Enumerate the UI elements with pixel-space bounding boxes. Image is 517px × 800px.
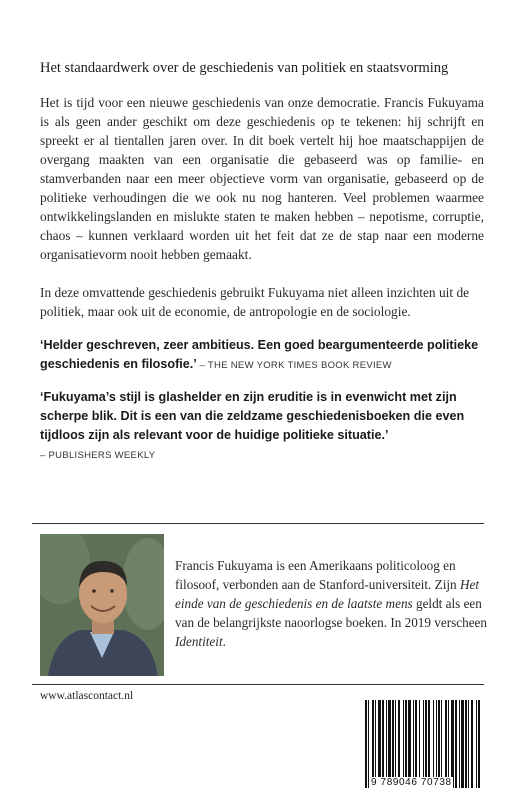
barcode-bar bbox=[415, 700, 417, 788]
barcode-bar bbox=[365, 700, 367, 788]
isbn-number: 9 789046 70738 bbox=[371, 777, 452, 788]
review-quote-publishers-weekly bbox=[40, 388, 490, 465]
barcode-bar bbox=[423, 700, 424, 788]
barcode-bar bbox=[388, 700, 391, 788]
barcode-bar bbox=[471, 700, 473, 788]
barcode-bar bbox=[445, 700, 447, 788]
review-quote-nyt bbox=[40, 336, 490, 375]
barcode-bar bbox=[468, 700, 469, 788]
barcode-bar bbox=[382, 700, 384, 788]
barcode-bar bbox=[465, 700, 467, 788]
barcode-bar bbox=[408, 700, 411, 788]
divider-bottom bbox=[32, 684, 484, 685]
barcode-bar bbox=[428, 700, 430, 788]
barcode-bar bbox=[441, 700, 442, 788]
barcode-bar bbox=[413, 700, 414, 788]
author-photo bbox=[40, 534, 164, 676]
barcode-bar bbox=[405, 700, 407, 788]
book-title: Het einde van de geschiedenis en de laatste mens bbox=[175, 577, 479, 611]
author-portrait-image bbox=[40, 534, 164, 676]
tagline: Het standaardwerk over de geschiedenis van politiek en staatsvorming bbox=[40, 60, 449, 76]
barcode-bar bbox=[425, 700, 427, 788]
barcode-bar bbox=[392, 700, 394, 788]
barcode-bar bbox=[386, 700, 387, 788]
author-bio: Francis Fukuyama is een Amerikaans politicoloog en filosoof, verbonden aan de Stanford-universiteit. Zijn Het einde van de geschiedenis en de laatste mens geldt als een van de belangrijkste naoorlogse boeken. In 2019 verscheen Identiteit. bbox=[175, 558, 487, 649]
quote-source: – PUBLISHERS WEEKLY bbox=[40, 450, 156, 461]
barcode-bar bbox=[448, 700, 449, 788]
divider-top bbox=[32, 523, 484, 524]
barcode-bar bbox=[455, 700, 457, 788]
barcode-bar bbox=[438, 700, 440, 788]
barcode-bar bbox=[451, 700, 454, 788]
barcode-bar bbox=[436, 700, 437, 788]
publisher-website[interactable]: www.atlascontact.nl bbox=[40, 690, 134, 702]
barcode-bar bbox=[378, 700, 381, 788]
barcode-bar bbox=[478, 700, 480, 788]
quote-text: ‘Fukuyama’s stijl is glashelder en zijn eruditie is in evenwicht met zijn scherpe blik. Dit is een van die zeldzame geschiedenisboeken die even tijdloos zijn als relevant voor de huidige politieke situatie.’ bbox=[40, 390, 465, 442]
book-title: Identiteit bbox=[175, 634, 223, 649]
barcode-bar bbox=[403, 700, 404, 788]
barcode-bar bbox=[459, 700, 460, 788]
quote-text: ‘Helder geschreven, zeer ambitieus. Een goed beargumenteerde politieke geschiedenis en filosofie.’ bbox=[40, 338, 479, 371]
quote-source: – THE NEW YORK TIMES BOOK REVIEW bbox=[199, 360, 392, 371]
barcode-bar bbox=[433, 700, 434, 788]
barcode-bar bbox=[395, 700, 396, 788]
barcode-bar bbox=[476, 700, 477, 788]
barcode-bar bbox=[398, 700, 400, 788]
barcode-bar bbox=[461, 700, 464, 788]
barcode-bar bbox=[372, 700, 374, 788]
blurb-paragraph-1: Het is tijd voor een nieuwe geschiedenis van onze democratie. Francis Fukuyama is als geen ander geschikt om deze geschiedenis op te tekenen: hij schrijft en spreekt er al tientallen jaren over. In dit boek vertelt hij hoe maatschappijen de overgang maakten van een organisatie die gebaseerd was op familie- en stamverbanden naar een meer objectieve vorm van organisatie, gebaseerd op de politieke verhoudingen die we ook nu nog hanteren. Veel problemen waarmee ontwikkelingslanden en mislukte staten te maken hebben – nepotisme, corruptie, chaos – kunnen verklaard worden uit het feit dat ze de stap naar een moderne organisatievorm nooit hebben gemaakt. bbox=[40, 95, 484, 262]
barcode-bar bbox=[375, 700, 376, 788]
barcode-bar bbox=[419, 700, 420, 788]
barcode-bar bbox=[368, 700, 369, 788]
blurb-paragraph-2: In deze omvattende geschiedenis gebruikt Fukuyama niet alleen inzichten uit de politiek, maar ook uit de economie, de antropologie en de sociologie. bbox=[40, 285, 470, 319]
